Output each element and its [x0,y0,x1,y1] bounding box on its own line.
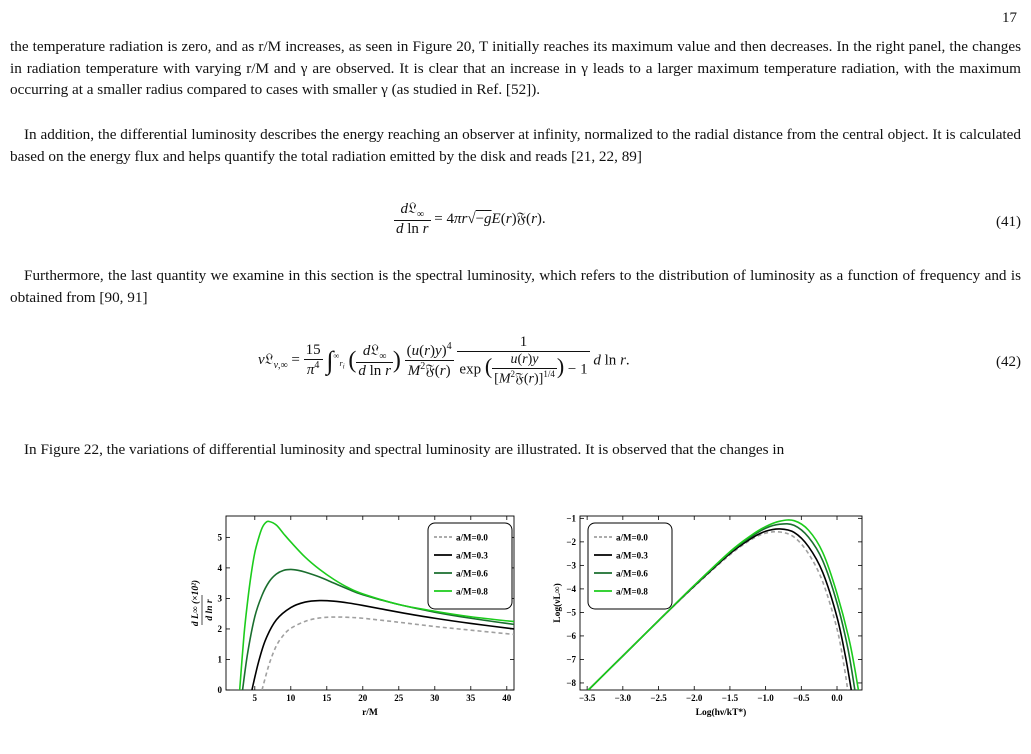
svg-text:d ln r: d ln r [205,599,215,621]
y-axis-label [190,580,215,626]
equation-41 [10,200,1021,250]
paragraph-1: the temperature radiation is zero, and as r/M increases, as seen in Figure 20, T initially reaches its maximum value and then decreases. In the right panel, the changes in radiation temperature with varying r/M and γ are observed. It is clear that an increase in γ leads to a larger maximum temperature radiation, with the maximum occurring at a smaller radius compared to cases with smaller γ (as studied in Ref. [52]). [10,38,1021,98]
equation-42 [10,334,1021,414]
y-tick-label: −7 [566,654,576,665]
x-tick-label: 35 [466,693,476,703]
y-tick-label: 1 [217,654,222,665]
paragraph-2: In addition, the differential luminosity describes the energy reaching an observer at infinity, normalized to the radial distance from the central object. It is calculated based on the energy flux and helps quantify the total radiation emitted by the disk and reads [21, 22, 89] [10,126,1021,165]
series-line-a-m-0-0 [262,617,514,690]
y-tick-label: −3 [566,560,576,571]
y-tick-label: −2 [566,536,576,547]
legend-label: a/M=0.6 [456,568,488,579]
legend-label: a/M=0.0 [456,532,488,543]
equation-41-number: (41) [996,214,1021,230]
x-tick-label: 0.0 [831,693,843,703]
x-tick-label: −3.5 [578,693,596,703]
equation-42-body: ν𝔏$_{\nu,\infty}$ = $\frac{15}{\pi^4}$ $\int^\infty_{r_i}$ ( $\frac{d𝔏_\infty}{\text{d ln r}}$ ) $\frac{(u(r)y)^4}{M^2𝔉(r)}$ 1 exp ( $\frac{u(r)y}{[M^2𝔉(r)]^{1/4}}$ ) − 1 d ln r. [258,334,630,387]
x-tick-label: −1.5 [721,693,739,703]
x-axis-label: Log(hν/kT*) [695,708,747,718]
x-tick-label: −2.0 [686,693,703,703]
y-tick-label: −1 [566,513,576,524]
x-tick-label: 30 [430,693,440,703]
y-tick-label: 4 [217,562,222,573]
legend-label: a/M=0.6 [616,568,648,579]
x-tick-label: 5 [252,693,258,703]
svg-text:d L∞ (×10²): d L∞ (×10²) [191,579,201,627]
x-tick-label: 40 [502,693,512,703]
y-tick-label: −8 [566,677,576,688]
equation-41-body: $\frac{d𝔏_\infty}{\text{d ln r}}$ = 4πr√−gE(r)𝔉(r). [396,201,546,237]
legend-label: a/M=0.8 [616,586,648,597]
y-tick-label: 5 [217,532,222,543]
y-tick-label: −4 [566,583,576,594]
y-tick-label: −6 [566,630,576,641]
spectral-luminosity-chart [540,508,870,748]
paragraph-4: In Figure 22, the variations of differential luminosity and spectral luminosity are illustrated. It is observed that the changes in [24,441,785,458]
equation-42-number: (42) [996,354,1021,370]
y-axis-label: Log(νL∞) [553,583,563,623]
series-line-a-m-0-3 [252,601,514,690]
legend-label: a/M=0.3 [616,550,648,561]
y-tick-label: 2 [217,623,222,634]
x-tick-label: −0.5 [793,693,810,703]
y-tick-label: −5 [566,607,576,618]
legend-label: a/M=0.0 [616,532,648,543]
x-tick-label: 10 [286,693,296,703]
x-axis-label: r/M [362,708,378,718]
x-tick-label: 20 [358,693,368,703]
differential-luminosity-chart [168,508,518,748]
page-number: 17 [1002,10,1017,26]
paragraph-3: Furthermore, the last quantity we examine in this section is the spectral luminosity, which refers to the distribution of luminosity as a function of frequency and is obtained from [90, 91] [10,267,1021,306]
x-tick-label: 25 [394,693,404,703]
legend-label: a/M=0.8 [456,586,488,597]
x-tick-label: −3.0 [614,693,632,703]
x-tick-label: −1.0 [757,693,774,703]
y-tick-label: 0 [217,685,222,695]
legend-label: a/M=0.3 [456,550,488,561]
y-tick-label: 3 [217,593,222,604]
x-tick-label: −2.5 [650,693,667,703]
x-tick-label: 15 [322,693,332,703]
